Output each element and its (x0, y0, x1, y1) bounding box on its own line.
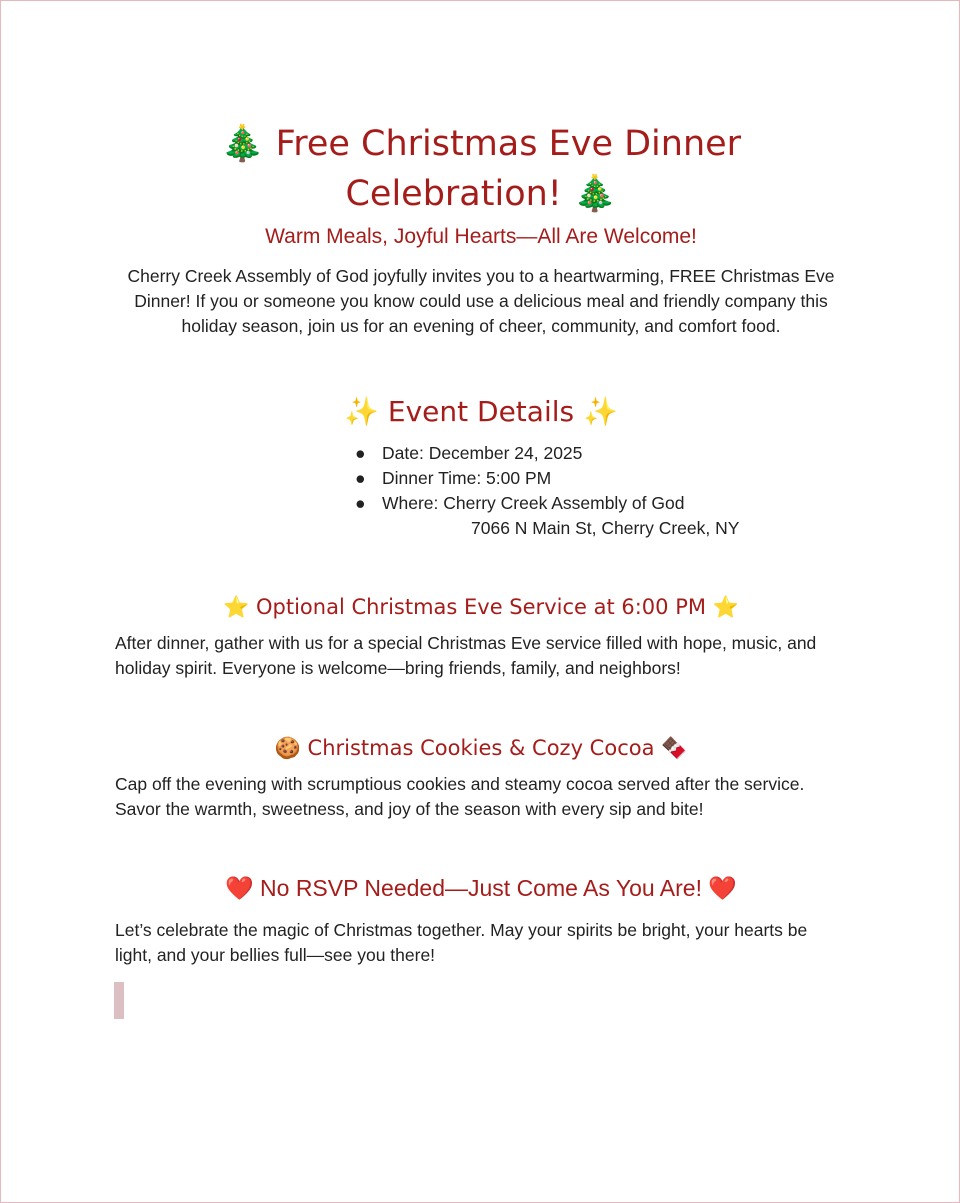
page-title: 🎄 Free Christmas Eve Dinner Celebration! 🎄 (220, 124, 742, 214)
rsvp-paragraph[interactable]: Let’s celebrate the magic of Christmas together. May your spirits be bright, your hearts be light, and your bellies full—see you there! (115, 920, 808, 965)
text-cursor[interactable] (114, 982, 124, 1019)
event-details-list (353, 441, 833, 541)
rsvp-heading: ❤️ No RSVP Needed—Just Come As You Are! ❤️ (225, 875, 737, 901)
subtitle: Warm Meals, Joyful Hearts—All Are Welcome! (265, 225, 697, 248)
detail-time: Dinner Time: 5:00 PM (382, 468, 552, 488)
detail-address: 7066 N Main St, Cherry Creek, NY (471, 518, 740, 538)
intro-paragraph: Cherry Creek Assembly of God joyfully invites you to a heartwarming, FREE Christmas Eve Dinner! If you or someone you know could use a delicious meal and friendly company this holiday season, join us for an evening of cheer, community, and comfort food. (127, 266, 835, 336)
service-heading: ⭐ Optional Christmas Eve Service at 6:00 PM ⭐ (223, 595, 739, 619)
service-paragraph: After dinner, gather with us for a special Christmas Eve service filled with hope, music, and holiday spirit. Everyone is welcome—bring friends, family, and neighbors! (115, 633, 817, 678)
cookies-paragraph: Cap off the evening with scrumptious cookies and steamy cocoa served after the service. Savor the warmth, sweetness, and joy of the season with every sip and bite! (115, 774, 805, 819)
detail-where: Where: Cherry Creek Assembly of God (382, 493, 685, 513)
cookies-heading: 🍪 Christmas Cookies & Cozy Cocoa 🍫 (274, 736, 688, 760)
bullet-icon: ● (355, 468, 366, 488)
bullet-icon: ● (355, 443, 366, 463)
list-item (353, 491, 833, 541)
bullet-icon: ● (355, 493, 366, 513)
detail-date: Date: December 24, 2025 (382, 443, 583, 463)
list-item (353, 441, 833, 466)
event-details-heading: ✨ Event Details ✨ (344, 395, 618, 428)
list-item (353, 466, 833, 491)
